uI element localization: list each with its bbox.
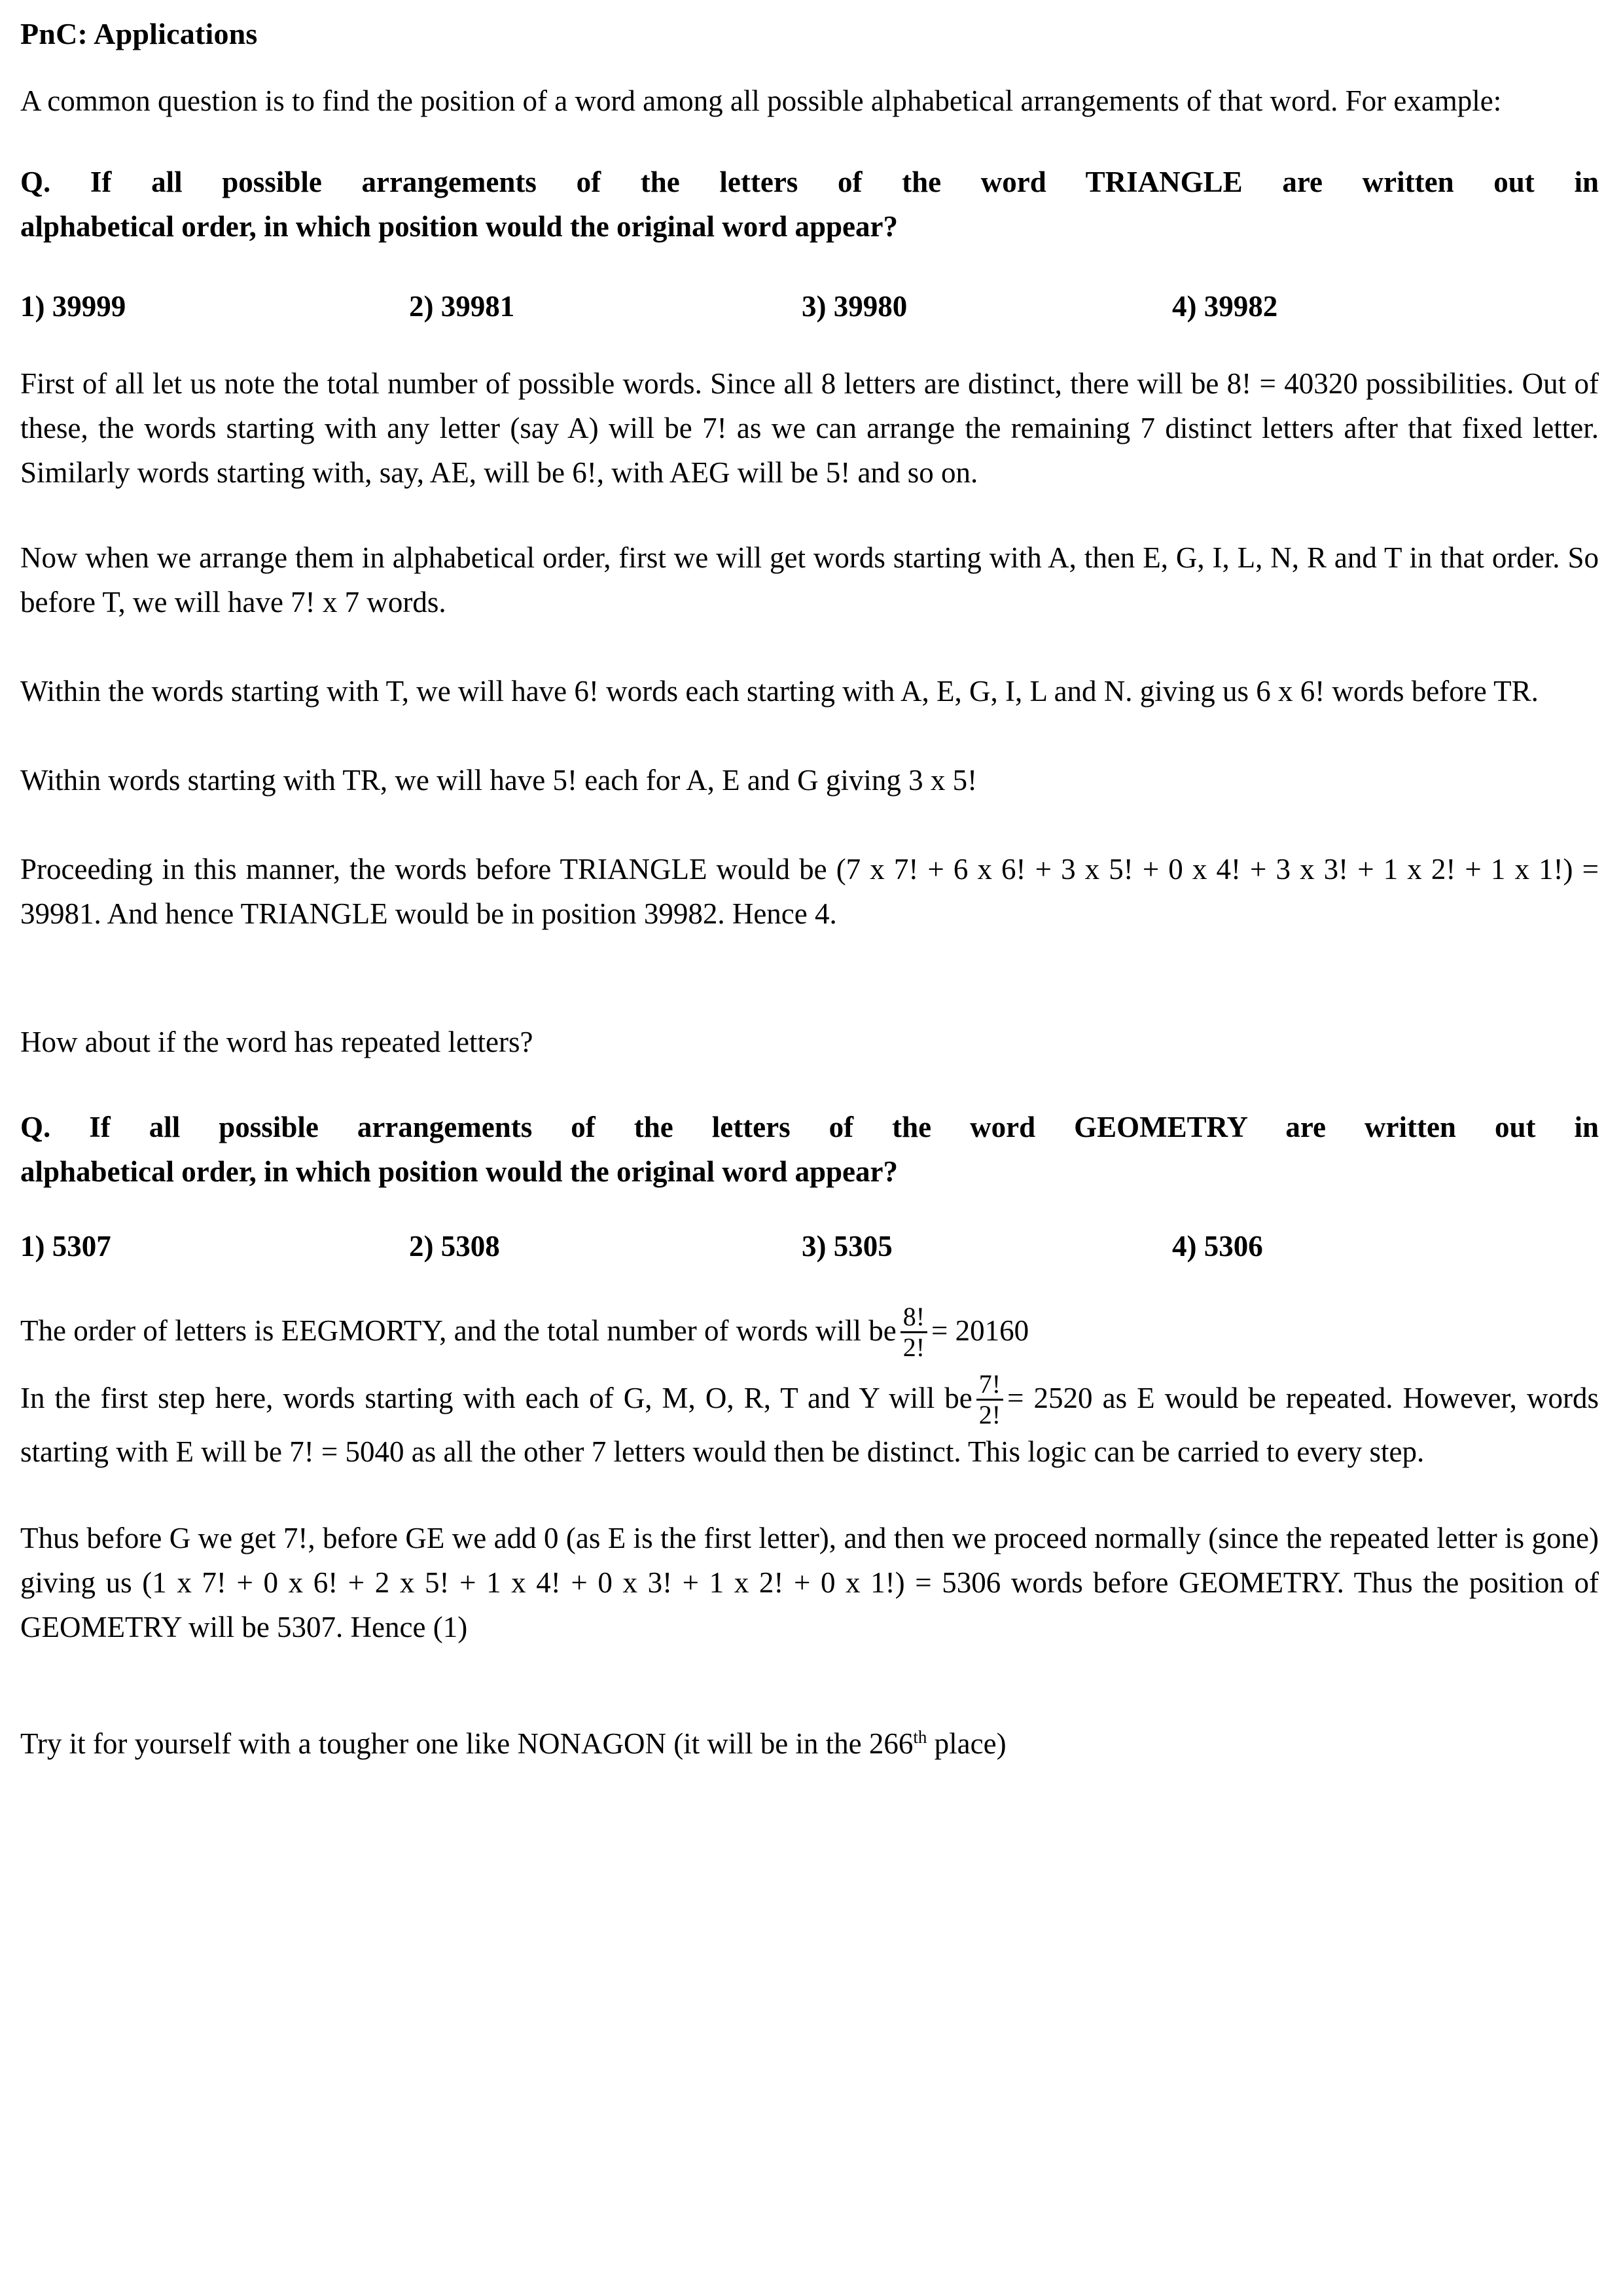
- question-2-heading-line-2: alphabetical order, in which position would the original word appear?: [20, 1155, 898, 1188]
- option-2[interactable]: 2) 5308: [409, 1230, 500, 1263]
- q2-line-2-text-after: = 2520 as E would be repeated. However, words starting with E will be 7! = 5040 as all the other 7 letters would then be distinct. This logic can be carried to every step.: [20, 1381, 1599, 1468]
- page-title: PnC: Applications: [20, 17, 258, 50]
- q2-line-2-text-before: In the first step here, words starting with each of G, M, O, R, T and Y will be: [20, 1381, 972, 1414]
- option-3[interactable]: 3) 5305: [802, 1230, 893, 1263]
- question-1-heading-line-2: alphabetical order, in which position would the original word appear?: [20, 210, 898, 243]
- option-1[interactable]: 1) 39999: [20, 290, 126, 323]
- option-4[interactable]: 4) 39982: [1172, 290, 1278, 323]
- fraction-numerator: 7!: [978, 1369, 1001, 1399]
- intro-paragraph: A common question is to find the position of a word among all possible alphabetical arrangements of that word. For example:: [20, 84, 1502, 117]
- question-1-options: [20, 284, 1599, 329]
- q2-solution-line-1: [20, 1302, 1599, 1362]
- fraction-7-over-2: [976, 1371, 1003, 1428]
- option-1[interactable]: 1) 5307: [20, 1230, 111, 1263]
- q1-solution-paragraph-5: Proceeding in this manner, the words before TRIANGLE would be (7 x 7! + 6 x 6! + 3 x 5! + 0 x 4! + 3 x 3! + 1 x 2! + 1 x 1!) = 39981. And hence TRIANGLE would be in position 39982. Hence 4.: [20, 853, 1599, 930]
- fraction-8-over-2: [901, 1304, 927, 1361]
- closing-text-after: place): [927, 1727, 1007, 1760]
- q1-solution-paragraph-2: Now when we arrange them in alphabetical order, first we will get words starting with A, then E, G, I, L, N, R and T in that order. So before T, we will have 7! x 7 words.: [20, 541, 1599, 619]
- fraction-denominator: 2!: [978, 1400, 1001, 1429]
- option-3[interactable]: 3) 39980: [802, 290, 908, 323]
- question-2-heading-line-1: Q. If all possible arrangements of the letters of the word GEOMETRY are written out in: [20, 1111, 1599, 1143]
- closing-text-before: Try it for yourself with a tougher one like NONAGON (it will be in the 266: [20, 1727, 914, 1760]
- q1-solution-paragraph-1: First of all let us note the total number of possible words. Since all 8 letters are distinct, there will be 8! = 40320 possibilities. Out of these, the words starting with any letter (say A) will be 7! as we can arrange the remaining 7 distinct letters after that fixed letter. Similarly words starting with, say, AE, will be 6!, with AEG will be 5! and so on.: [20, 367, 1599, 489]
- q1-solution-paragraph-4: Within words starting with TR, we will have 5! each for A, E and G giving 3 x 5!: [20, 764, 978, 797]
- option-2[interactable]: 2) 39981: [409, 290, 515, 323]
- ordinal-suffix: th: [913, 1727, 927, 1747]
- fraction-denominator: 2!: [902, 1333, 925, 1362]
- q1-solution-paragraph-3: Within the words starting with T, we will have 6! words each starting with A, E, G, I, L and N. giving us 6 x 6! words before TR.: [20, 675, 1539, 708]
- q2-line-1-text-before: The order of letters is EEGMORTY, and the total number of words will be: [20, 1314, 897, 1347]
- transition-paragraph: How about if the word has repeated letters?: [20, 1026, 533, 1058]
- q2-solution-paragraph-3: Thus before G we get 7!, before GE we add 0 (as E is the first letter), and then we proceed normally (since the repeated letter is gone) giving us (1 x 7! + 0 x 6! + 2 x 5! + 1 x 4! + 0 x 3! + 1 x 2! + 0 x 1!) = 5306 words before GEOMETRY. Thus the position of GEOMETRY will be 5307. Hence (1): [20, 1522, 1599, 1643]
- fraction-numerator: 8!: [902, 1302, 925, 1331]
- question-2-heading: [20, 1105, 1599, 1194]
- q2-solution-line-2: [20, 1369, 1599, 1474]
- question-1-heading: [20, 160, 1599, 249]
- closing-paragraph: [20, 1721, 1599, 1766]
- q2-line-1-text-after: = 20160: [931, 1314, 1029, 1347]
- question-1-heading-line-1: Q. If all possible arrangements of the letters of the word TRIANGLE are written out in: [20, 166, 1599, 198]
- question-2-options: [20, 1224, 1599, 1268]
- option-4[interactable]: 4) 5306: [1172, 1230, 1263, 1263]
